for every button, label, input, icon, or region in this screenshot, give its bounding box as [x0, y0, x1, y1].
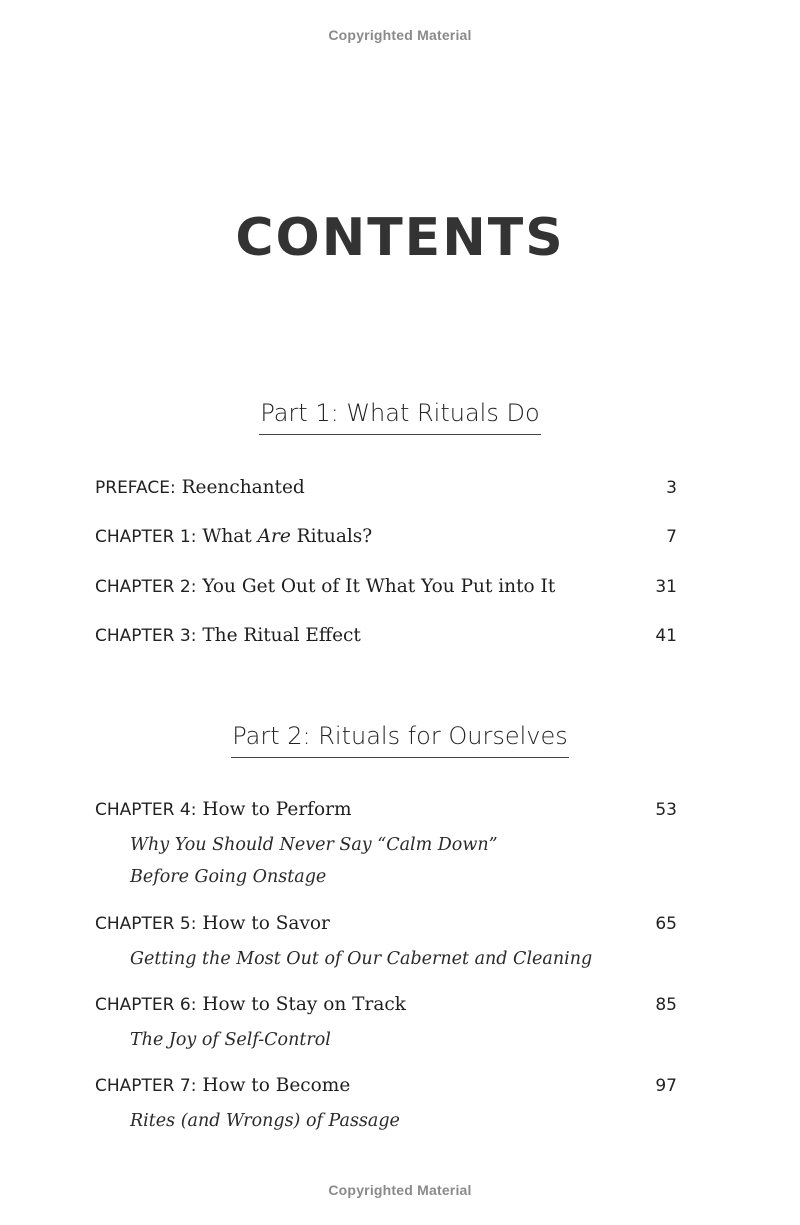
- toc-entry-chapter-1[interactable]: [95, 526, 677, 547]
- entry-name: How to Savor: [202, 913, 330, 934]
- page-title: CONTENTS: [235, 208, 565, 268]
- entry-subtitle: [130, 829, 677, 893]
- page-number: 3: [666, 478, 677, 498]
- page-number: 85: [655, 995, 677, 1015]
- entry-name: How to Perform: [202, 799, 352, 820]
- entry-prefix: CHAPTER 6:: [95, 995, 197, 1015]
- entry-name: How to Become: [202, 1075, 351, 1096]
- page-number: 65: [655, 914, 677, 934]
- entry-name: You Get Out of It What You Put into It: [202, 576, 556, 597]
- entry-subtitle-line: Why You Should Never Say “Calm Down”: [130, 835, 498, 855]
- entry-title: [95, 994, 406, 1015]
- entry-prefix: CHAPTER 5:: [95, 914, 197, 934]
- entry-title: [95, 477, 305, 498]
- toc-entry-chapter-7[interactable]: [95, 1075, 677, 1137]
- part-2-heading-wrap: [0, 722, 800, 758]
- entry-title: [95, 576, 555, 597]
- page-number: 7: [666, 527, 677, 547]
- entry-prefix: CHAPTER 7:: [95, 1076, 197, 1096]
- entry-name-italic: Are: [257, 526, 291, 547]
- entry-title: [95, 526, 372, 547]
- page-number: 97: [655, 1076, 677, 1096]
- toc-entry-chapter-5[interactable]: [95, 913, 677, 975]
- entry-subtitle-line: Getting the Most Out of Our Cabernet and Cleaning: [130, 949, 593, 969]
- toc-entry-preface[interactable]: [95, 477, 677, 498]
- entry-title: [95, 913, 330, 934]
- entry-subtitle-line: Before Going Onstage: [130, 867, 327, 887]
- entry-title: [95, 1075, 350, 1096]
- entry-prefix: CHAPTER 1:: [95, 527, 197, 547]
- entry-prefix: CHAPTER 3:: [95, 626, 197, 646]
- entry-name-before: What: [202, 526, 252, 547]
- entry-title: [95, 799, 352, 820]
- entry-title: [95, 625, 361, 646]
- copyright-watermark-bottom: Copyrighted Material: [328, 1182, 472, 1198]
- entry-name: How to Stay on Track: [202, 994, 406, 1015]
- toc-entry-chapter-6[interactable]: [95, 994, 677, 1056]
- entry-subtitle-line: The Joy of Self-Control: [130, 1030, 331, 1050]
- toc-entry-chapter-3[interactable]: [95, 625, 677, 646]
- entry-subtitle-line: Rites (and Wrongs) of Passage: [130, 1111, 400, 1131]
- entry-prefix: CHAPTER 2:: [95, 577, 197, 597]
- page-number: 53: [655, 800, 677, 820]
- entry-subtitle: [130, 1024, 677, 1056]
- entry-name: Reenchanted: [181, 477, 305, 498]
- page-number: 41: [655, 626, 677, 646]
- entry-name: The Ritual Effect: [202, 625, 361, 646]
- part-heading: Part 1: What Rituals Do: [259, 399, 540, 435]
- toc-entry-chapter-4[interactable]: [95, 799, 677, 893]
- entry-name-after: Rituals?: [296, 526, 373, 547]
- entry-prefix: PREFACE:: [95, 478, 176, 498]
- part-heading: Part 2: Rituals for Ourselves: [231, 722, 568, 758]
- entry-subtitle: [130, 1105, 677, 1137]
- toc-entry-chapter-2[interactable]: [95, 576, 677, 597]
- page-number: 31: [655, 577, 677, 597]
- part-1-heading-wrap: [0, 399, 800, 435]
- entry-subtitle: [130, 943, 677, 975]
- copyright-watermark-top: Copyrighted Material: [328, 27, 472, 43]
- entry-prefix: CHAPTER 4:: [95, 800, 197, 820]
